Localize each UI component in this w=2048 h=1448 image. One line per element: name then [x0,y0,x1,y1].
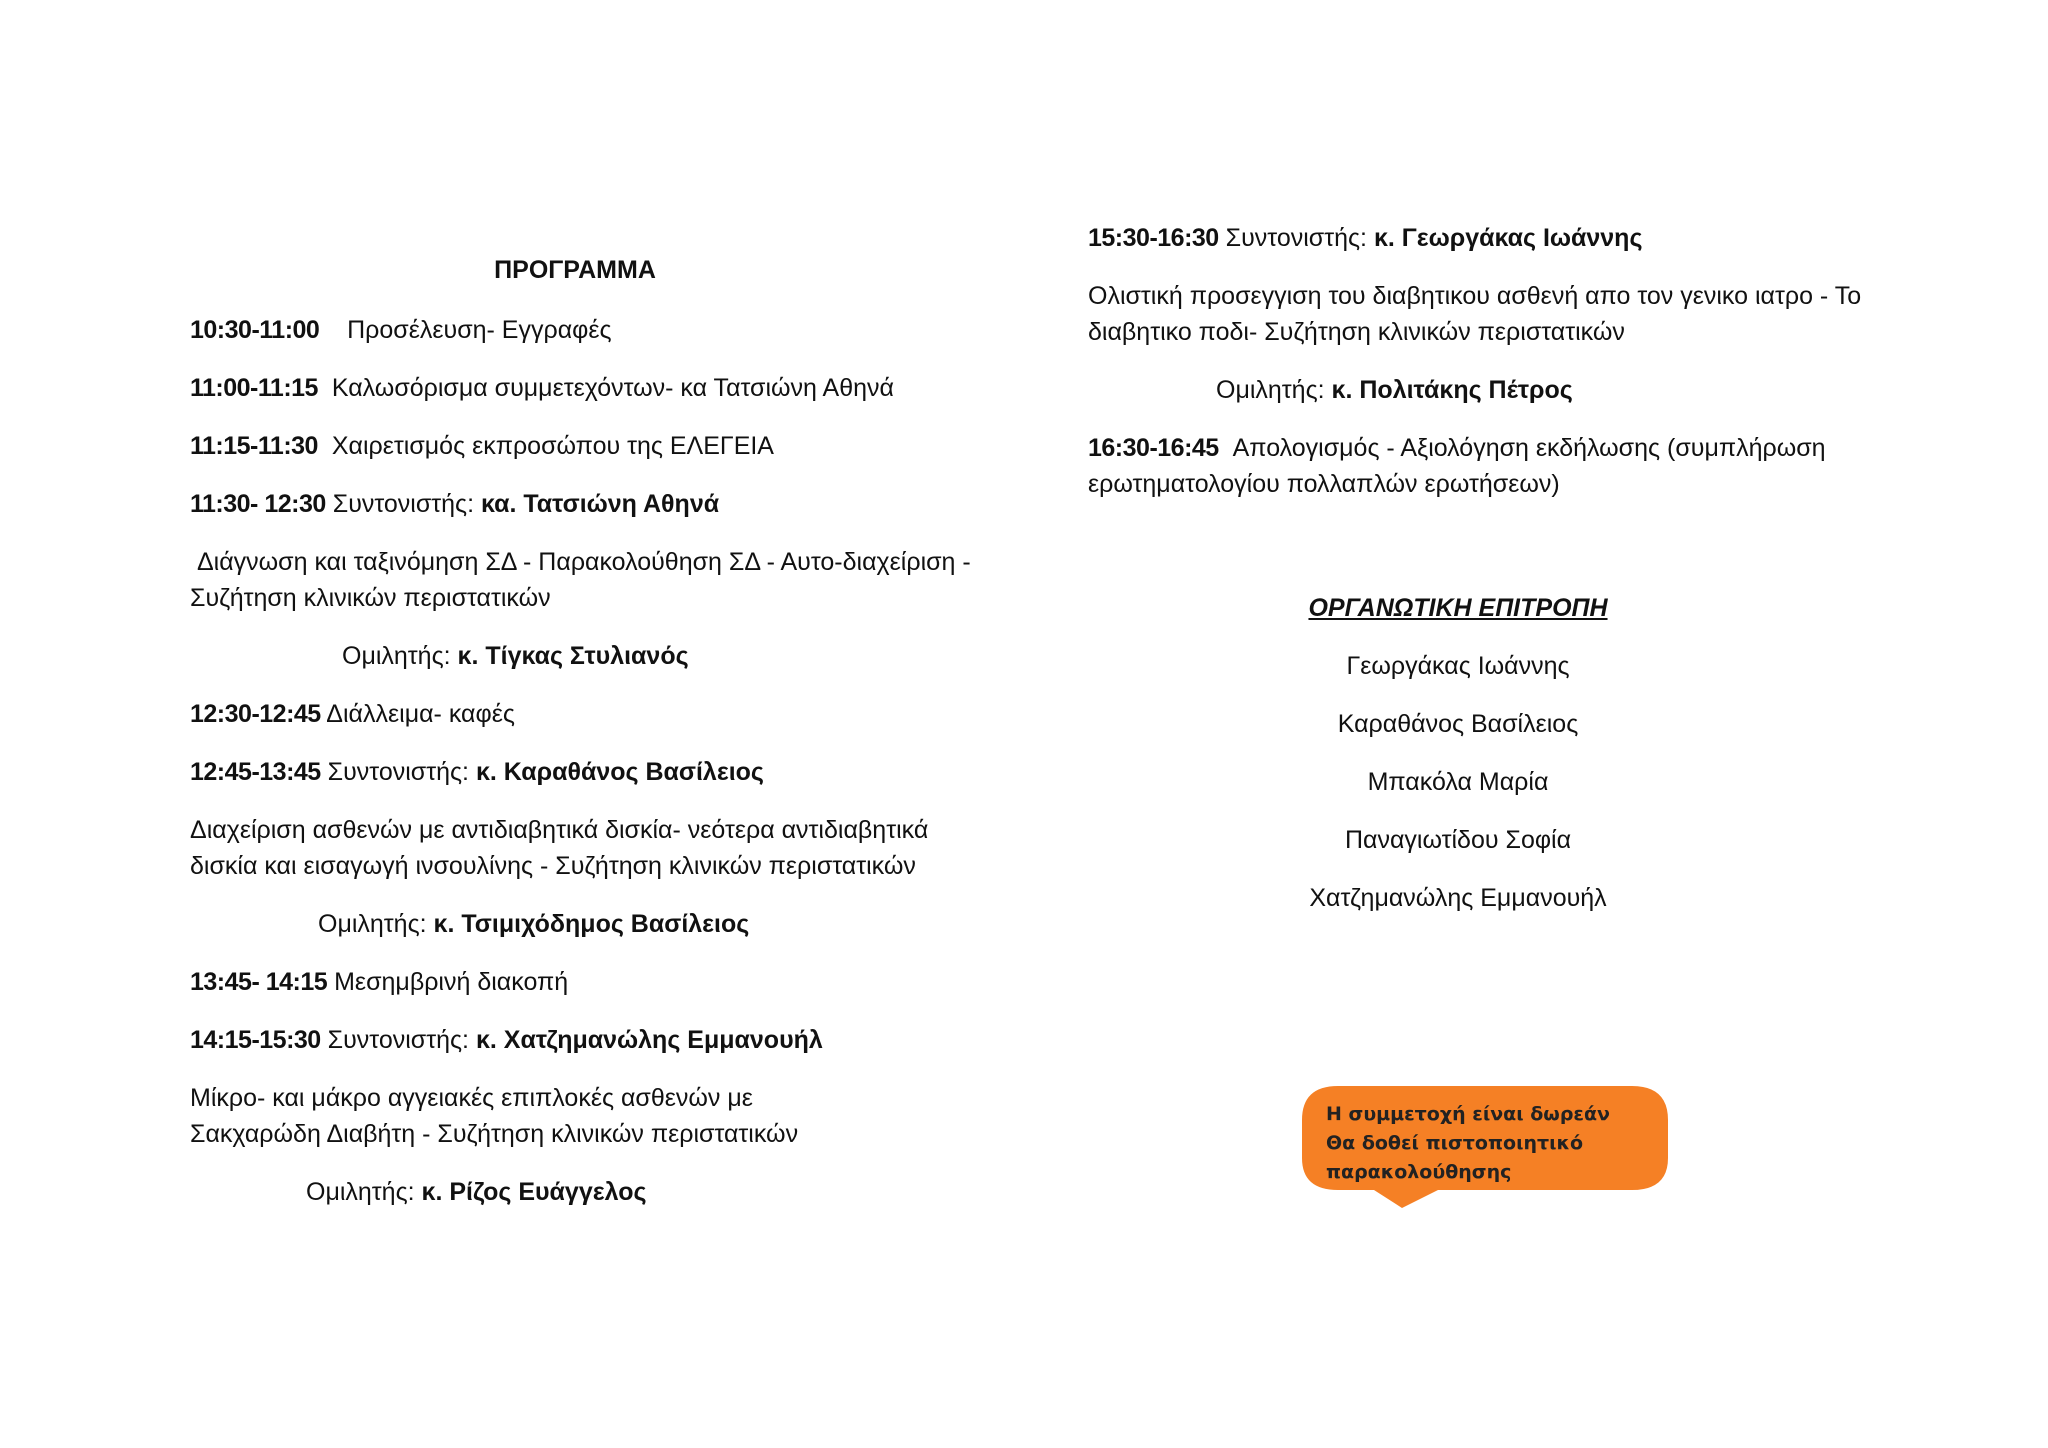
program-title: ΠΡΟΓΡΑΜΜΑ [494,256,656,284]
committee-member: Καραθάνος Βασίλειος [1337,710,1579,738]
schedule-row: 15:30-16:30 Συντονιστής: κ. Γεωργάκας Ιωάννης [1088,224,1643,252]
session-description: 16:30-16:45 Απολογισμός - Αξιολόγηση εκδήλωσης (συμπλήρωση ερωτηματολογίου πολλαπλών ερωτήσεων) [1088,434,1826,498]
session-description: Διάγνωση και ταξινόμηση ΣΔ - Παρακολούθηση ΣΔ - Αυτο-διαχείριση - Συζήτηση κλινικών περιστατικών [190,548,971,612]
participation-bubble [1298,1082,1672,1214]
speaker-row: Ομιλητής: κ. Πολιτάκης Πέτρος [1216,376,1573,404]
schedule-row: 14:15-15:30 Συντονιστής: κ. Χατζημανώλης Εμμανουήλ [190,1026,823,1054]
schedule-row: 12:45-13:45 Συντονιστής: κ. Καραθάνος Βασίλειος [190,758,764,786]
speaker-row: Ομιλητής: κ. Τίγκας Στυλιανός [342,642,689,670]
schedule-row: 11:30- 12:30 Συντονιστής: κα. Τατσιώνη Αθηνά [190,490,720,518]
schedule-row: 11:00-11:15 Καλωσόρισμα συμμετεχόντων- κα Τατσιώνη Αθηνά [190,374,894,402]
schedule-row: 12:30-12:45 Διάλλειμα- καφές [190,700,515,728]
bubble-line: παρακολούθησης [1326,1161,1512,1183]
session-description: Διαχείριση ασθενών με αντιδιαβητικά δισκία- νεότερα αντιδιαβητικά δισκία και εισαγωγή ινσουλίνης - Συζήτηση κλινικών περιστατικών [190,816,929,880]
bubble-line: Η συμμετοχή είναι δωρεάν [1326,1103,1610,1125]
committee-member: Χατζημανώλης Εμμανουήλ [1309,884,1607,912]
committee-member: Μπακόλα Μαρία [1367,768,1549,796]
committee-member: Παναγιωτίδου Σοφία [1344,826,1572,854]
speaker-row: Ομιλητής: κ. Ρίζος Ευάγγελος [306,1178,647,1206]
session-description: Μίκρο- και μάκρο αγγειακές επιπλοκές ασθενών με Σακχαρώδη Διαβήτη - Συζήτηση κλινικών περιστατικών [190,1084,799,1148]
session-description: Ολιστική προσεγγιση του διαβητικου ασθενή απο τον γενικο ιατρο - Το διαβητικο ποδι- Συζήτηση κλινικών περιστατικών [1088,282,1862,346]
schedule-row: 11:15-11:30 Χαιρετισμός εκπροσώπου της ΕΛΕΓΕΙΑ [190,432,774,460]
committee-member: Γεωργάκας Ιωάννης [1346,652,1570,680]
speaker-row: Ομιλητής: κ. Τσιμιχόδημος Βασίλειος [318,910,750,938]
bubble-line: Θα δοθεί πιστοποιητικό [1326,1132,1584,1154]
committee-title: ΟΡΓΑΝΩΤΙΚΗ ΕΠΙΤΡΟΠΗ [1308,594,1608,622]
bubble-text [1326,1100,1656,1187]
schedule-row: 10:30-11:00 Προσέλευση- Εγγραφές [190,316,612,344]
schedule-row: 13:45- 14:15 Μεσημβρινή διακοπή [190,968,569,996]
